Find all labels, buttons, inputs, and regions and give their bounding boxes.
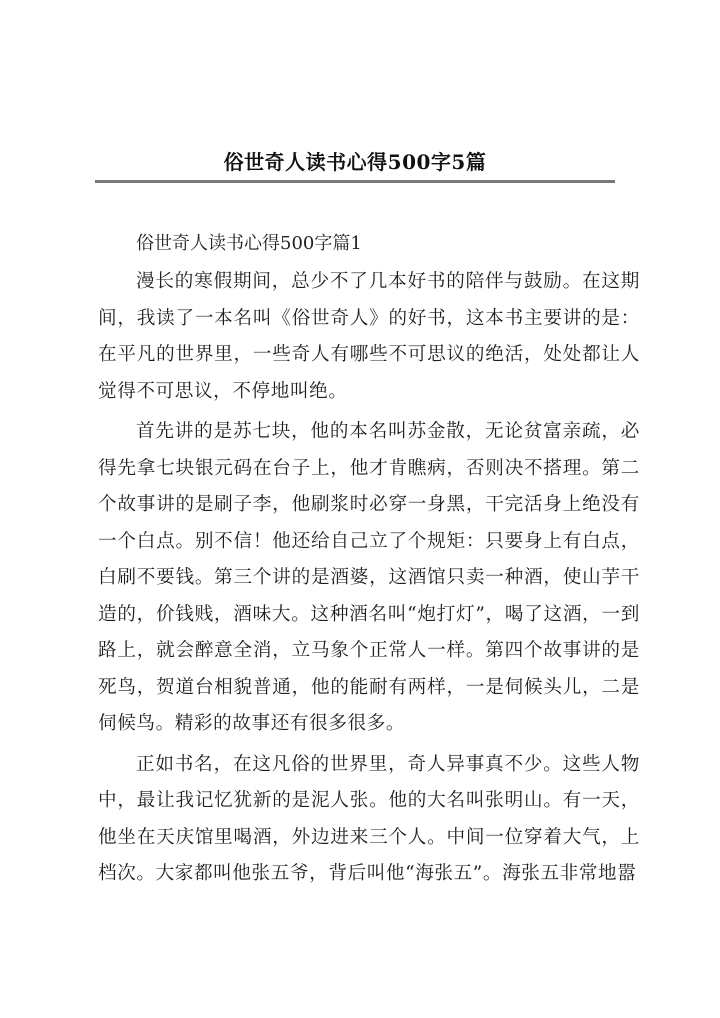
paragraph-2: 首先讲的是苏七块，他的本名叫苏金散，无论贫富亲疏，必得先拿七块银元码在台子上，他才肯瞧病，否则决不搭理。第二个故事讲的是刷子李，他刷浆时必穿一身黑，干完活身上绝没有一个白点。别不信！他还给自己立了个规矩：只要身上有白点，白刷不要钱。第三个讲的是酒婆，这酒馆只卖一种酒，使山芋干造的，价钱贱，酒味大。这种酒名叫“炮打灯”，喝了这酒，一到路上，就会醉意全消，立马象个正常人一样。第四个故事讲的是死鸟，贺道台相貌普通，他的能耐有两样，一是伺候头儿，二是伺候鸟。精彩的故事还有很多很多。 [98,421,640,734]
document-body [98,230,640,893]
document-title: 俗世奇人读书心得500字5篇 [223,150,487,174]
title-divider [95,180,615,183]
section-heading: 俗世奇人读书心得500字篇1 [136,233,362,254]
paragraph-3: 正如书名，在这凡俗的世界里，奇人异事真不少。这些人物中，最让我记忆犹新的是泥人张。他的大名叫张明山。有一天，他坐在天庆馆里喝酒，外边进来三个人。中间一位穿着大气，上档次。大家都叫他张五爷，背后叫他“海张五”。海张五非常地嚣 [98,753,640,884]
paragraph-1: 漫长的寒假期间，总少不了几本好书的陪伴与鼓励。在这期间，我读了一本名叫《俗世奇人》的好书，这本书主要讲的是：在平凡的世界里，一些奇人有哪些不可思议的绝活，处处都让人觉得不可思议，不停地叫绝。 [98,271,640,402]
